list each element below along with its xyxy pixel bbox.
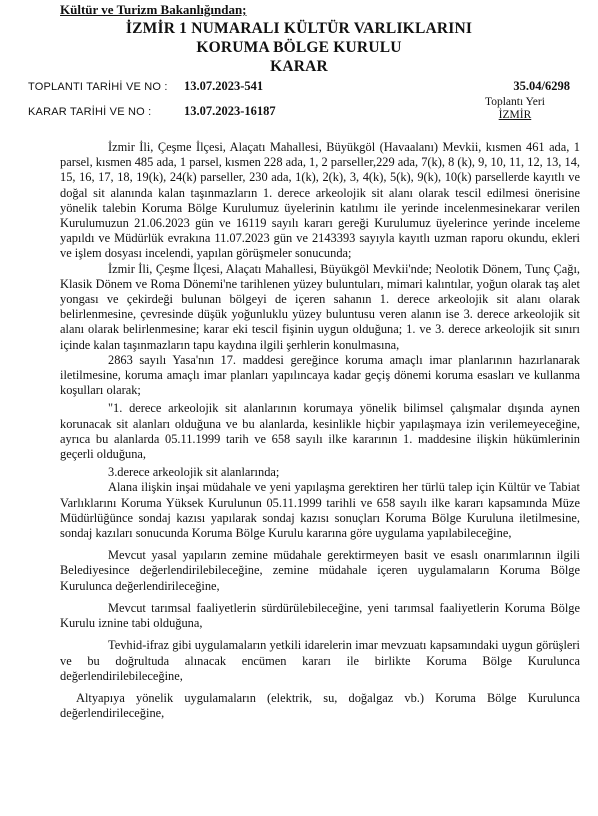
ministry-heading: Kültür ve Turizm Bakanlığından; bbox=[60, 2, 247, 17]
file-number: 35.04/6298 bbox=[513, 79, 570, 93]
paragraph-8: Mevcut tarımsal faaliyetlerin sürdürülebileceğine, yeni tarımsal faaliyetlerin Koruma Bölge Kurulu iznine tabi olduğuna, bbox=[60, 600, 580, 631]
paragraph-4: "1. derece arkeolojik sit alanlarının korumaya yönelik bilimsel çalışmalar dışında aynen korunacak sit alanları olduğuna ve bu alanlarda, kesinlikle hiçbir yapılaşmaya izin verilemeyeceğine, ayrıca bu alanlarda 05.11.1999 tarih ve 658 sayılı ilke kararının 1. maddesine ilişkin hükümlerinin geçerli olduğuna, bbox=[60, 401, 580, 462]
paragraph-9: Tevhid-ifraz gibi uygulamaların yetkili idarelerin imar mevzuatı kapsamındaki uygun görüşleri ve bu doğrultuda alınacak encümen kararı ile birlikte Koruma Bölge Kurulunca değerlendirilebileceğine, bbox=[60, 638, 580, 683]
meeting-date-label: TOPLANTI TARİHİ VE NO : bbox=[28, 81, 168, 93]
meeting-date-value: 13.07.2023-541 bbox=[184, 79, 264, 93]
paragraph-10: Altyapıya yönelik uygulamaların (elektrik, su, doğalgaz vb.) Koruma Bölge Kurulunca değerlendirileceğine, bbox=[60, 690, 580, 721]
paragraph-7: Mevcut yasal yapıların zemine müdahale gerektirmeyen basit ve esaslı onarımlarının ilgili Belediyesince değerlendirilebileceğine, zemine müdahale içeren uygulamaların Koruma Bölge Kurulunca değerlendirileceğine, bbox=[60, 548, 580, 593]
paragraph-5: 3.derece arkeolojik sit alanlarında; bbox=[108, 465, 280, 480]
decision-title: KARAR bbox=[270, 58, 328, 75]
board-title-line-2: KORUMA BÖLGE KURULU bbox=[196, 39, 402, 56]
decision-date-label: KARAR TARİHİ VE NO : bbox=[28, 106, 152, 118]
paragraph-2: İzmir İli, Çeşme İlçesi, Alaçatı Mahallesi, Büyükgöl Mevkii'nde; Neolotik Dönem, Tunç Çağı, Klasik Dönem ve Roma Dönemi'ne tarihlenen yüzey buluntuları, mimari kalıntılar, yoğun olarak taş alet yongası ve çekirdeği bulunan bölgeyi de içeren sahanın 1. derece arkeolojik sit alanı olarak belirlenmesine, çevresinde düşük yoğunluklu yüzey buluntusu veren alanın ise 3. derece arkeolojik sit alanı olarak belirlenmesine; karar eki tescil fişinin uygun olduğuna; 1. ve 3. derece arkeolojik sit sınırı içinde kalan taşınmazların tapu kaydına ilgili şerhlerin konulmasına, bbox=[60, 261, 580, 352]
decision-date-value: 13.07.2023-16187 bbox=[184, 104, 276, 118]
paragraph-6: Alana ilişkin inşai müdahale ve yeni yapılaşma gerektiren her türlü talep için Kültür ve Tabiat Varlıklarını Koruma Yüksek Kurulunun 05.11.1999 tarihli ve 658 sayılı ilke kararı kapsamında Müze Müdürlüğünce sondaj kazısı yapılarak sondaj kazısı sonuçları Koruma Bölge Kuruluna iletilmesine, sondaj kazıları sonucunda Koruma Bölge Kurulu kararına göre uygulama yapılabileceğine, bbox=[60, 480, 580, 541]
meeting-place bbox=[485, 96, 545, 122]
board-title-line-1: İZMİR 1 NUMARALI KÜLTÜR VARLIKLARINI bbox=[125, 20, 473, 37]
meeting-place-value: İZMİR bbox=[498, 109, 532, 121]
paragraph-1: İzmir İli, Çeşme İlçesi, Alaçatı Mahallesi, Büyükgöl (Havaalanı) Mevkii, kısmen 461 ada, 1 parsel, kısmen 485 ada, 1 parsel, kısmen 228 ada, 1, 2 parseller,229 ada, 7(k), 8 (k), 9, 10, 11, 12, 13, 14, 15, 16, 17, 18, 19(k), 24(k) parseller, 230 ada, 1(k), 2(k), 3, 4(k), 5(k), 9(k), 10(k) parsellerde kayıtlı ve doğal sit alanında kalan taşınmazların 1. derece arkeolojik sit alanı olarak tescil edilmesi önerisine yönelik talebin Koruma Bölge Kurulumuz üyelerinin katılımı ile yerinde incelenmesinekarar verilen Kurulumuzun 21.06.2023 gün ve 16119 sayılı kararı gereği Kurulumuz üyelerince yerinde inceleme yapıldı ve Müdürlük evrakına 11.07.2023 gün ve 2143393 sayıyla kayıtlı uzman raporu okundu, ekleri ve işlem dosyası incelendi, yapılan görüşmeler sonucunda; bbox=[60, 140, 580, 261]
meeting-place-label: Toplantı Yeri bbox=[485, 96, 545, 108]
paragraph-3: 2863 sayılı Yasa'nın 17. maddesi gereğince koruma amaçlı imar planlarının hazırlanarak iletilmesine, koruma amaçlı imar planları yapılıncaya kadar geçiş dönemi koruma esasları ve kullanma koşulları olarak; bbox=[60, 352, 580, 398]
decision-body bbox=[60, 140, 580, 721]
